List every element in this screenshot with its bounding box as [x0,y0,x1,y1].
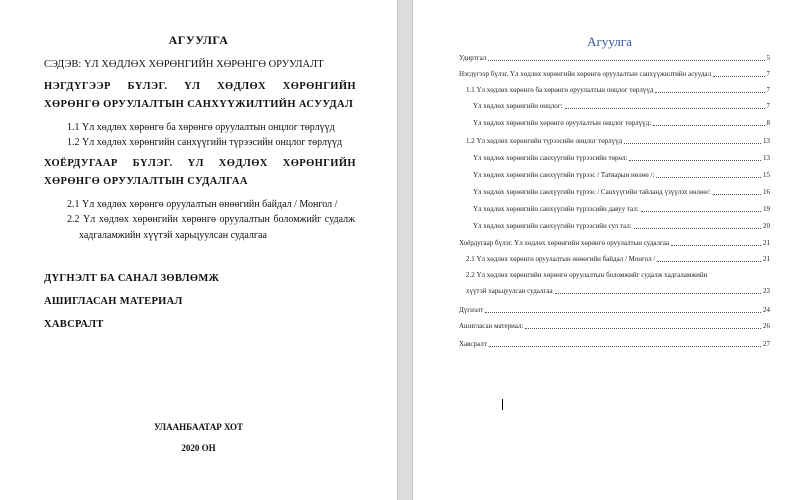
toc-label: Үл хөдлөх хөрөнгийн санхүүгийн түрээсийн төрөл: [473,154,628,162]
toc-leader [525,328,761,329]
toc-label: Хавсралт [459,340,487,348]
toc-label: 1.1 Үл хөдлөх хөрөнгө ба хөрөнгө оруулалтын онцлог төрлүүд [466,86,654,94]
toc-label: 2.1 Үл хөдлөх хөрөнгө оруулалтын өнөөгийн байдал / Монгол / [466,255,656,263]
toc-leader [653,125,764,126]
toc-page: 23 [763,287,770,295]
toc-row [459,54,770,63]
subject-line: СЭДЭВ: ҮЛ ХӨДЛӨХ ХӨРӨНГИЙН ХӨРӨНГӨ ОРУУЛАЛТ [44,59,324,70]
toc-leader [655,92,764,93]
toc-page: 13 [763,137,770,145]
chapter2-heading: ХОЁРДУГААР БҮЛЭГ. ҮЛ ХӨДЛӨХ ХӨРӨНГИЙН ХӨРӨНГӨ ОРУУЛАЛТЫН СУДАЛГАА [44,158,356,187]
toc-label: Үл хөдлөх хөрөнгийн санхүүгийн түрээсийн давуу тал: [473,205,639,213]
chapter2-item-2-line1: 2.2 Үл хөдлөх хөрөнгийн хөрөнгө оруулалтын боломжийг судалж [67,214,355,225]
chapter1-item-2: 1.2 Үл хөдлөх хөрөнгийн санхүүгийн түрээсийн онцлог төрлүүд [67,137,343,148]
toc-row [473,188,770,197]
toc-leader [657,261,761,262]
toc-row [459,306,770,315]
toc-leader [671,245,761,246]
toc-page: 13 [763,154,770,162]
toc-row [459,70,770,79]
toc-leader [629,160,761,161]
toc-row [473,171,770,180]
toc-label: Нэгдүгээр бүлэг. Үл хөдлөх хөрөнгийн хөрөнгө оруулалтын санхүүжилтийн асуудал [459,70,712,78]
year-label: 2020 ОН [181,443,216,453]
toc-row [459,239,770,248]
toc-leader [624,143,761,144]
toc-page: 7 [766,102,770,110]
text-cursor [502,399,503,410]
toc-row [466,255,770,264]
toc-row [466,137,770,146]
chapter2-item-1: 2.1 Үл хөдлөх хөрөнгө оруулалтын өнөөгийн байдал / Монгол / [67,199,338,210]
toc-page: 21 [763,255,770,263]
toc-label: Үл хөдлөх хөрөнгийн онцлог: [473,102,563,110]
toc-page: 27 [763,340,770,348]
toc-page: 19 [763,205,770,213]
toc-row [473,222,770,231]
toc-label: Дүгнэлт [459,306,484,314]
chapter1-heading: НЭГДҮГЭЭР БҮЛЭГ. ҮЛ ХӨДЛӨХ ХӨРӨНГИЙН ХӨРӨНГӨ ОРУУЛАЛТЫН САНХҮҮЖИЛТИЙН АСУУДАЛ [44,81,356,110]
toc-leader [634,228,761,229]
page-gutter [397,0,413,500]
toc-leader [641,211,761,212]
toc-row [459,340,770,349]
toc-page: 8 [766,119,770,127]
toc-label: Үл хөдлөх хөрөнгийн хөрөнгө оруулалтын онцлог төрлүүд: [473,119,652,127]
toc-label: хүүтэй харьцуулсан судалгаа [466,287,553,295]
chapter2-item-2-line2: хадгаламжийн хүүтэй харьцуулсан судалгаа [79,230,267,241]
toc-label: 1.2 Үл хөдлөх хөрөнгийн түрээсийн онцлог төрлүүд [466,137,623,145]
toc-label: Үл хөдлөх хөрөнгийн санхүүгийн түрээс / Татварын нөлөө /: [473,171,655,179]
toc-row-2-2-line1: 2.2 Үл хөдлөх хөрөнгийн хөрөнгө оруулалтын боломжийг судалж хадгаламжийн [466,271,708,279]
toc-row [473,102,770,111]
toc-label: Хоёрдугаар бүлэг. Үл хөдлөх хөрөнгийн хөрөнгө оруулалтын судалгаа [459,239,670,247]
toc-page: 7 [766,86,770,94]
appendix-heading: ХАВСРАЛТ [44,319,104,330]
toc-page: 15 [763,171,770,179]
toc-label: Үл хөдлөх хөрөнгийн санхүүгийн түрээс / Санхүүгийн тайланд үзүүлэх нөлөө/: [473,188,711,196]
toc-row [473,154,770,163]
toc-leader [489,346,761,347]
toc-row [466,86,770,95]
toc-row [473,119,770,128]
toc-label: Үл хөдлөх хөрөнгийн санхүүгийн түрээсийн сул тал: [473,222,632,230]
toc-page: 7 [766,70,770,78]
chapter1-item-1: 1.1 Үл хөдлөх хөрөнгө ба хөрөнгө оруулалтын онцлог төрлүүд [67,122,335,133]
toc-leader [713,76,764,77]
references-heading: АШИГЛАСАН МАТЕРИАЛ [44,296,183,307]
conclusion-heading: ДҮГНЭЛТ БА САНАЛ ЗӨВЛӨМЖ [44,273,220,284]
toc-leader [656,177,761,178]
toc-leader [555,293,761,294]
toc-page: 20 [763,222,770,230]
toc-leader [565,108,765,109]
page-title: АГУУЛГА [168,33,229,47]
toc-page: 26 [763,322,770,330]
toc-page: 16 [763,188,770,196]
toc-leader [713,194,761,195]
toc-leader [485,312,761,313]
toc-row [466,287,770,296]
toc-row [473,205,770,214]
toc-page: 24 [763,306,770,314]
toc-title: Агуулга [587,34,632,49]
toc-row [459,322,770,331]
toc-label: Ашигласан материал: [459,322,524,330]
toc-page: 21 [763,239,770,247]
toc-page: 5 [766,54,770,62]
toc-leader [488,60,764,61]
city-label: УЛААНБААТАР ХОТ [153,422,243,432]
toc-label: Удиртгал [459,54,487,62]
